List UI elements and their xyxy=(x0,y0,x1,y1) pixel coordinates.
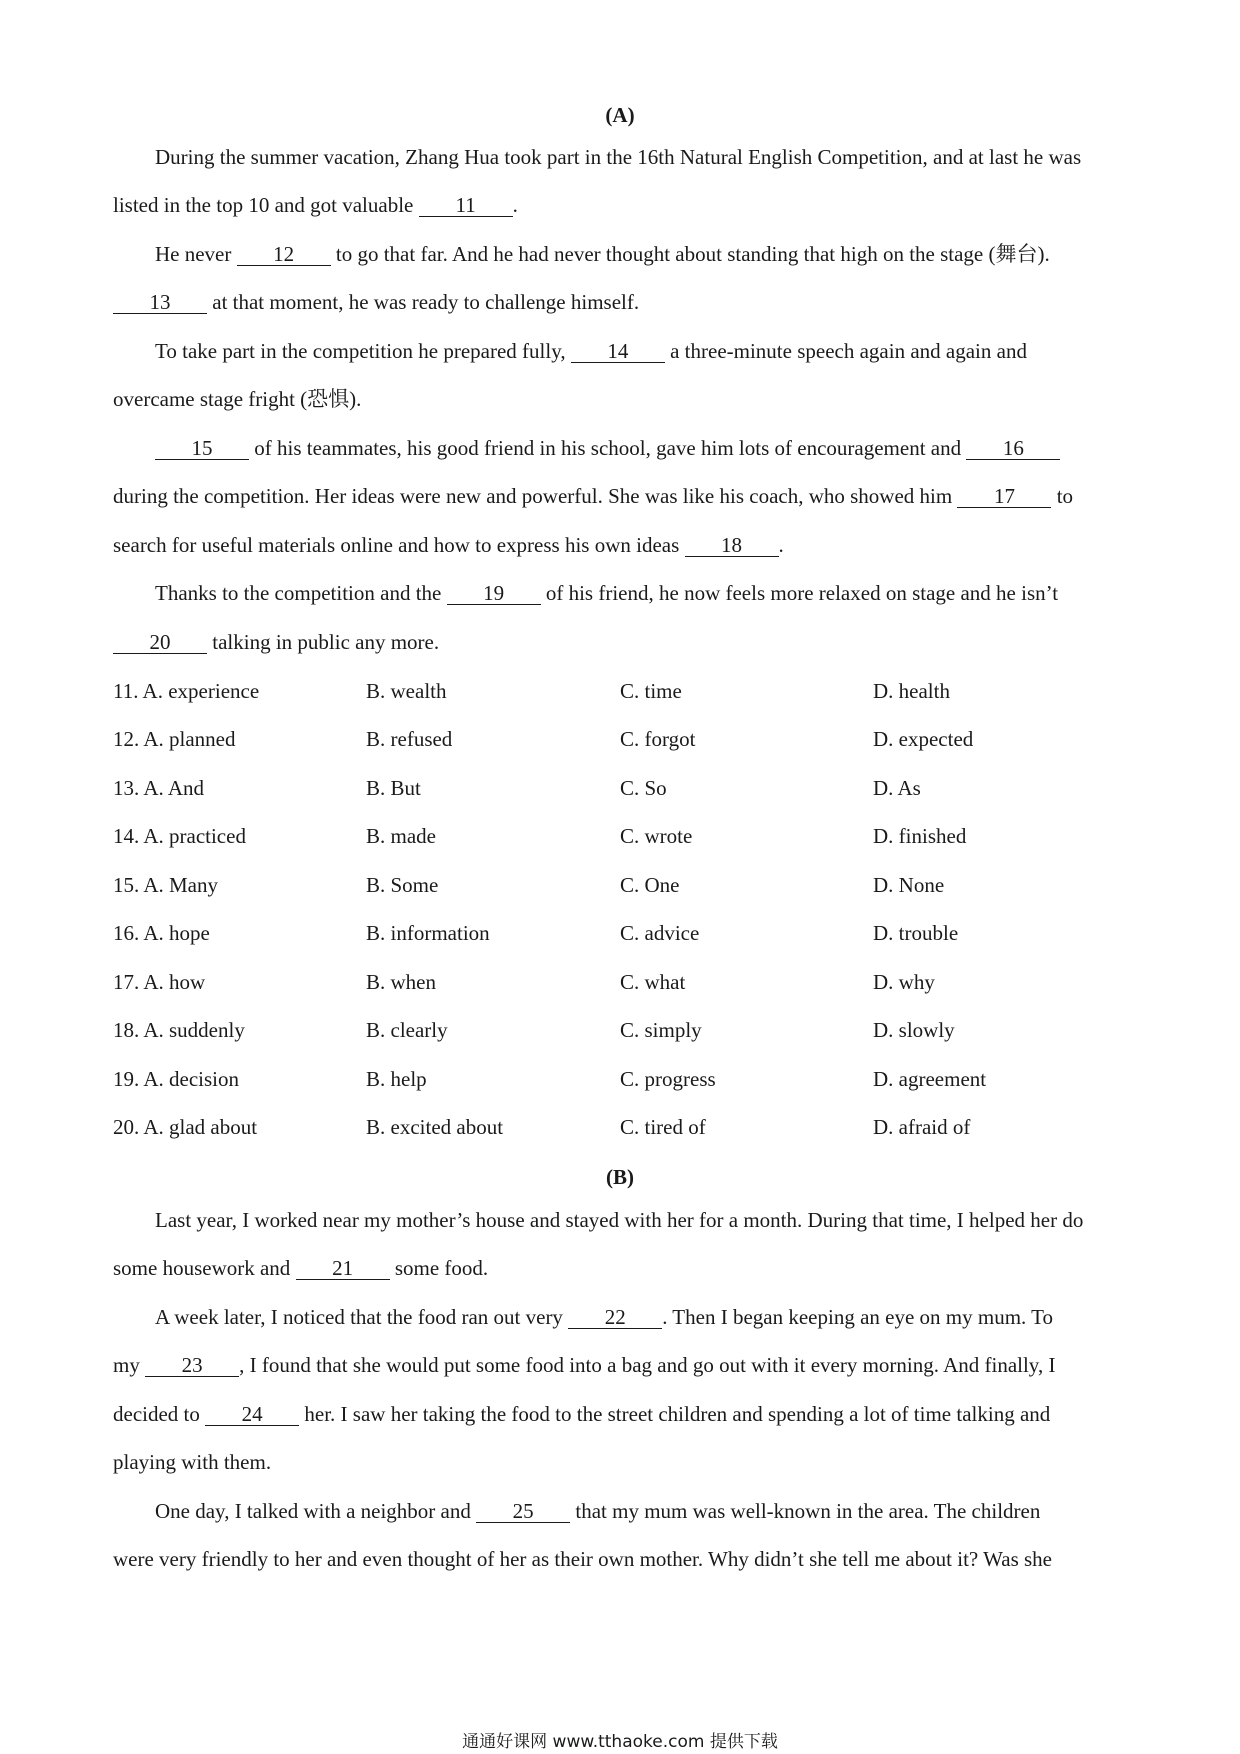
text-span: talking in public any more. xyxy=(207,630,440,654)
blank-24: 24 xyxy=(205,1403,299,1426)
option-choice: B. clearly xyxy=(366,1018,448,1042)
option-choice: B. excited about xyxy=(366,1115,504,1139)
option-choice: D. slowly xyxy=(873,1018,955,1042)
text-span: a three-minute speech again and again and xyxy=(664,339,1027,363)
text-span: A week later, I noticed that the food ran out very xyxy=(155,1305,569,1329)
text-span: Last year, I worked near my mother’s house and stayed with her for a month. During that time, I helped her do xyxy=(155,1208,1084,1232)
option-choice: B. help xyxy=(366,1067,427,1091)
section-a-line xyxy=(155,143,1081,171)
section-a-line xyxy=(155,337,1027,365)
text-span: that my mum was well-known in the area. The children xyxy=(570,1499,1041,1523)
text-span: During the summer vacation, Zhang Hua took part in the 16th Natural English Competition, and at last he was xyxy=(155,145,1082,169)
option-choice: B. refused xyxy=(366,727,453,751)
option-choice: B. made xyxy=(366,824,436,848)
section-b-title: (B) xyxy=(606,1165,634,1189)
option-choice: 17. A. how xyxy=(113,970,206,994)
text-span: . xyxy=(778,533,784,557)
blank-22: 22 xyxy=(568,1306,662,1329)
text-span: of his friend, he now feels more relaxed on stage and he isn’t xyxy=(540,581,1059,605)
option-choice: D. agreement xyxy=(873,1067,987,1091)
option-choice: C. advice xyxy=(620,921,700,945)
text-span: some food. xyxy=(389,1256,489,1280)
blank-16: 16 xyxy=(966,437,1060,460)
option-row xyxy=(0,968,1240,998)
blank-12: 12 xyxy=(237,243,331,266)
option-choice: C. what xyxy=(620,970,686,994)
option-choice: C. simply xyxy=(620,1018,702,1042)
text-span: of his teammates, his good friend in his school, gave him lots of encouragement and xyxy=(249,436,967,460)
text-span: He never xyxy=(155,242,237,266)
option-choice: B. But xyxy=(366,776,421,800)
blank-11: 11 xyxy=(419,194,513,217)
text-span: listed in the top 10 and got valuable xyxy=(113,193,419,217)
text-span: my xyxy=(113,1353,146,1377)
option-choice: B. when xyxy=(366,970,436,994)
option-row xyxy=(0,1113,1240,1143)
option-choice: 15. A. Many xyxy=(113,873,218,897)
page-footer: 通通好课网 www.tthaoke.com 提供下载 xyxy=(462,1732,778,1752)
option-choice: B. wealth xyxy=(366,679,447,703)
blank-15: 15 xyxy=(155,437,249,460)
text-span: , I found that she would put some food into a bag and go out with it every morning. And finally, I xyxy=(239,1353,1056,1377)
text-span: Thanks to the competition and the xyxy=(155,581,447,605)
option-choice: D. why xyxy=(873,970,935,994)
option-choice: C. forgot xyxy=(620,727,696,751)
option-choice: B. Some xyxy=(366,873,439,897)
section-b-line xyxy=(155,1206,1083,1234)
option-row xyxy=(0,871,1240,901)
text-span: to xyxy=(1051,484,1074,508)
section-a-line xyxy=(113,482,1073,510)
option-choice: D. expected xyxy=(873,727,974,751)
text-span: . xyxy=(512,193,518,217)
text-span: One day, I talked with a neighbor and xyxy=(155,1499,477,1523)
option-choice: 13. A. And xyxy=(113,776,205,800)
option-choice: D. As xyxy=(873,776,921,800)
text-span: To take part in the competition he prepared fully, xyxy=(155,339,571,363)
blank-19: 19 xyxy=(447,582,541,605)
text-span: at that moment, he was ready to challenge himself. xyxy=(207,290,640,314)
section-a-line xyxy=(113,531,784,559)
option-choice: C. time xyxy=(620,679,682,703)
text-span: search for useful materials online and how to express his own ideas xyxy=(113,533,685,557)
text-span: overcame stage fright (恐惧). xyxy=(113,387,362,411)
option-choice: D. None xyxy=(873,873,945,897)
blank-17: 17 xyxy=(957,485,1051,508)
section-b-line xyxy=(113,1400,1050,1428)
text-span: were very friendly to her and even thought of her as their own mother. Why didn’t she tell me about it? Was she xyxy=(113,1547,1052,1571)
blank-20: 20 xyxy=(113,631,207,654)
option-row xyxy=(0,774,1240,804)
text-span: playing with them. xyxy=(113,1450,272,1474)
blank-14: 14 xyxy=(571,340,665,363)
option-row xyxy=(0,677,1240,707)
section-a-line xyxy=(155,240,1050,268)
option-choice: C. So xyxy=(620,776,667,800)
text-span: decided to xyxy=(113,1402,206,1426)
option-choice: 11. A. experience xyxy=(113,679,260,703)
section-b-line xyxy=(113,1448,271,1476)
text-span: during the competition. Her ideas were new and powerful. She was like his coach, who showed him xyxy=(113,484,958,508)
text-span: her. I saw her taking the food to the street children and spending a lot of time talking and xyxy=(299,1402,1051,1426)
section-a-line xyxy=(113,628,439,656)
option-choice: 12. A. planned xyxy=(113,727,236,751)
text-span: to go that far. And he had never thought about standing that high on the stage (舞台). xyxy=(330,242,1050,266)
option-row xyxy=(0,822,1240,852)
option-choice: D. finished xyxy=(873,824,967,848)
option-choice: 18. A. suddenly xyxy=(113,1018,245,1042)
option-choice: B. information xyxy=(366,921,490,945)
option-row xyxy=(0,1065,1240,1095)
option-row xyxy=(0,1016,1240,1046)
section-b-line xyxy=(113,1545,1052,1573)
section-a-line xyxy=(113,385,361,413)
section-a-line xyxy=(113,288,639,316)
blank-25: 25 xyxy=(476,1500,570,1523)
blank-21: 21 xyxy=(296,1257,390,1280)
section-a-title: (A) xyxy=(605,103,635,127)
blank-13: 13 xyxy=(113,291,207,314)
text-span: . Then I began keeping an eye on my mum. To xyxy=(662,1305,1054,1329)
option-choice: D. afraid of xyxy=(873,1115,971,1139)
option-choice: 14. A. practiced xyxy=(113,824,246,848)
section-b-line xyxy=(155,1303,1053,1331)
option-choice: C. One xyxy=(620,873,680,897)
option-choice: C. wrote xyxy=(620,824,693,848)
text-span: some housework and xyxy=(113,1256,296,1280)
section-b-line xyxy=(113,1351,1055,1379)
option-choice: C. tired of xyxy=(620,1115,706,1139)
option-choice: 20. A. glad about xyxy=(113,1115,258,1139)
blank-23: 23 xyxy=(145,1354,239,1377)
section-a-line xyxy=(155,434,1060,462)
option-choice: C. progress xyxy=(620,1067,716,1091)
option-row xyxy=(0,919,1240,949)
option-choice: D. trouble xyxy=(873,921,959,945)
option-choice: D. health xyxy=(873,679,950,703)
section-a-line xyxy=(113,191,518,219)
section-b-line xyxy=(113,1254,488,1282)
section-a-line xyxy=(155,579,1058,607)
section-b-line xyxy=(155,1497,1040,1525)
option-choice: 16. A. hope xyxy=(113,921,210,945)
option-choice: 19. A. decision xyxy=(113,1067,239,1091)
option-row xyxy=(0,725,1240,755)
blank-18: 18 xyxy=(685,534,779,557)
